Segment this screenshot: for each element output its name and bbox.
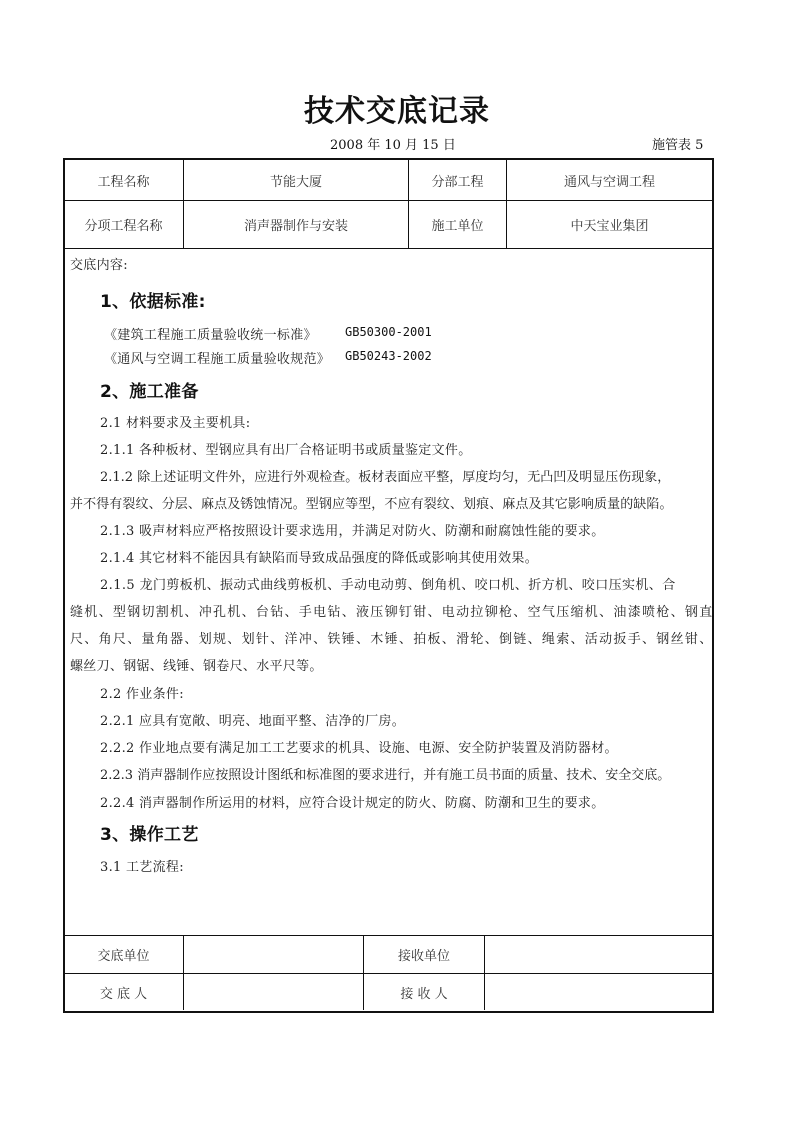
reference-code: GB50300-2001 — [345, 325, 432, 339]
subitem-value: 消声器制作与安装 — [243, 219, 348, 234]
reference-name: 《建筑工程施工质量验收统一标准》 — [104, 328, 317, 343]
subitem-label: 分项工程名称 — [84, 219, 163, 234]
content-line: 2.1.2 除上述证明文件外，应进行外观检查。板材表面应平整，厚度均匀，无凸凹及明显压伤现象， — [100, 470, 671, 485]
content-line: 缝机、型钢切割机、冲孔机、台钻、手电钻、液压铆钉钳、电动拉铆枪、空气压缩机、油漆喷枪、钢直 — [70, 605, 714, 620]
reference-code: GB50243-2002 — [345, 349, 432, 363]
reference-name: 《通风与空调工程施工质量验收规范》 — [104, 352, 331, 367]
issuer-unit-label: 交底单位 — [97, 949, 150, 964]
content-line: 2.2.3 消声器制作应按照设计图纸和标准图的要求进行，并有施工员书面的质量、技术、安全交底。 — [100, 768, 671, 783]
content-label: 交底内容: — [70, 258, 128, 273]
contractor-label: 施工单位 — [431, 219, 484, 234]
content-line: 2.1.4 其它材料不能因具有缺陷而导致成品强度的降低或影响其使用效果。 — [100, 551, 539, 566]
divider — [64, 248, 712, 249]
issuer-unit-field[interactable] — [184, 936, 363, 973]
contractor-value: 中天宝业集团 — [570, 219, 649, 234]
content-line: 2.1 材料要求及主要机具: — [100, 416, 251, 431]
date: 2008 年 10 月 15 日 — [330, 138, 456, 153]
content-line: 2.2.1 应具有宽敞、明亮、地面平整、洁净的厂房。 — [100, 714, 406, 729]
section-heading-3: 3、操作工艺 — [100, 825, 199, 845]
project-name-label: 工程名称 — [97, 174, 150, 190]
content-line: 3.1 工艺流程: — [100, 860, 184, 875]
content-line: 2.1.3 吸声材料应严格按照设计要求选用，并满足对防火、防潮和耐腐蚀性能的要求。 — [100, 524, 605, 539]
issuer-field[interactable] — [184, 974, 363, 1010]
content-line: 2.2 作业条件: — [100, 687, 184, 702]
section-heading-1: 1、依据标准: — [100, 292, 206, 312]
content-line: 尺、角尺、量角器、划规、划针、洋冲、铁锤、木锤、拍板、滑轮、倒链、绳索、活动扳手、钢丝钳、 — [70, 632, 714, 647]
content-line: 2.2.4 消声器制作所运用的材料，应符合设计规定的防火、防腐、防潮和卫生的要求。 — [100, 796, 605, 811]
division-value: 通风与空调工程 — [563, 174, 655, 190]
content-line: 2.1.1 各种板材、型钢应具有出厂合格证明书或质量鉴定文件。 — [100, 443, 472, 458]
receiver-unit-label: 接收单位 — [397, 949, 450, 964]
form-number: 施管表 5 — [652, 138, 704, 153]
content-line: 螺丝刀、钢锯、线锤、钢卷尺、水平尺等。 — [70, 659, 323, 674]
content-line: 并不得有裂纹、分层、麻点及锈蚀情况。型钢应等型，不应有裂纹、划痕、麻点及其它影响质量的缺陷。 — [70, 497, 673, 512]
receiver-label: 接 收 人 — [400, 986, 448, 1002]
section-heading-2: 2、施工准备 — [100, 382, 199, 402]
document-title: 技术交底记录 — [304, 94, 490, 129]
receiver-unit-field[interactable] — [485, 936, 712, 973]
project-name-value: 节能大厦 — [269, 174, 322, 190]
division-label: 分部工程 — [431, 174, 484, 190]
content-line: 2.2.2 作业地点要有满足加工工艺要求的机具、设施、电源、安全防护装置及消防器材。 — [100, 741, 618, 756]
receiver-field[interactable] — [485, 974, 712, 1010]
content-line: 2.1.5 龙门剪板机、振动式曲线剪板机、手动电动剪、倒角机、咬口机、折方机、咬口压实机、合 — [100, 578, 676, 593]
issuer-label: 交 底 人 — [99, 986, 148, 1002]
